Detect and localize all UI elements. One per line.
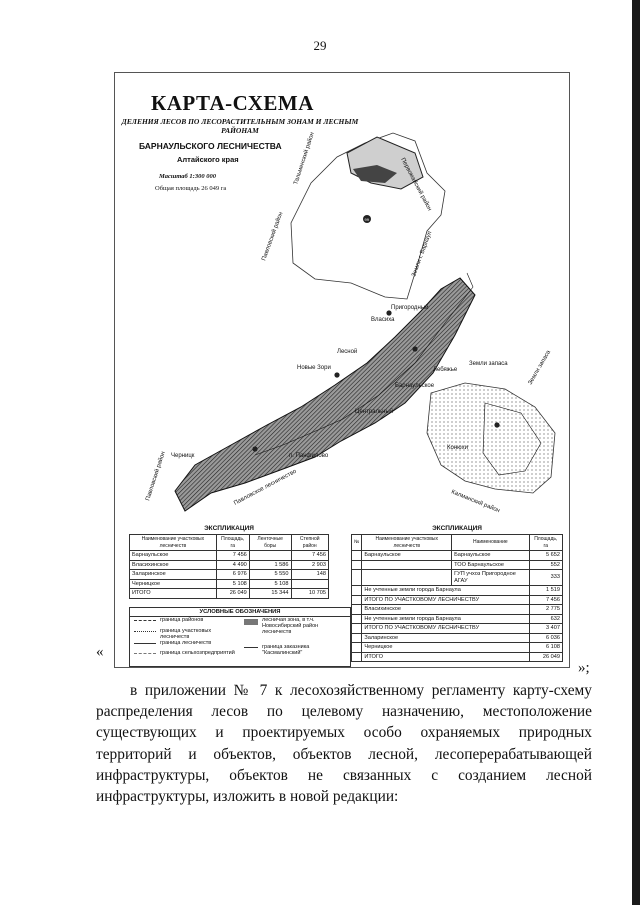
explication-right-table: № Наименование участковых лесничеств Наименование Площадь, га Барнаульское Барнаульское 5 652 ТОО Барнаульское 552 ГУП учхоз Пригородное АГАУ 333 Не учтенные земли города Барнаула 1 519 ИТОГО ПО УЧАСТКОВОМУ ЛЕСНИЧЕСТВУ 7 456 Власихинское 2 775 Не учтенные земли города Барнаула 632 ИТОГО ПО УЧАСТКОВОМУ ЛЕСНИЧЕСТВУ 3 407 Заларинское 6 036 Черницкое 6 108 ИТОГО 26 049 — [351, 534, 563, 662]
explication-right-caption: ЭКСПЛИКАЦИЯ — [432, 525, 482, 532]
label-kalmansky: Калманский район — [450, 489, 501, 515]
header-stepnoy: Степной район — [291, 535, 329, 551]
label-zemli-zapasa-2: Земли запаса — [527, 349, 553, 386]
map-region-sub: Алтайского края — [177, 155, 239, 164]
table-row: Не учтенные земли города Барнаула 1 519 — [352, 586, 563, 596]
svg-text:99: 99 — [364, 217, 369, 222]
label-talmensky: Тальменский район — [293, 131, 316, 186]
explication-right — [351, 525, 563, 662]
table-row: ИТОГО ПО УЧАСТКОВОМУ ЛЕСНИЧЕСТВУ 7 456 — [352, 595, 563, 605]
label-barnaulskoe: Барнаульское — [395, 383, 435, 389]
label-vlasikha: Власиха — [371, 317, 395, 323]
label-konyukhi: Конюхи — [447, 445, 468, 451]
map-total-area: Общая площадь 26 049 га — [155, 185, 227, 192]
table-row: Заларинское 6 976 5 550 148 — [130, 570, 329, 580]
quote-close: »; — [578, 660, 590, 676]
table-row: Черницкое 5 108 5 108 — [130, 579, 329, 589]
header-area: Площадь, га — [216, 535, 249, 551]
map-scale: Масштаб 1:300 000 — [159, 173, 216, 180]
label-lebyazhye: Лебяжье — [433, 367, 458, 373]
label-zemli-zapasa: Земли запаса — [469, 361, 508, 367]
legend-item: граница лесничеств — [160, 640, 212, 646]
map-subtitle: ДЕЛЕНИЯ ЛЕСОВ ПО ЛЕСОРАСТИТЕЛЬНЫМ ЗОНАМ И ЛЕСНЫМ РАЙОНАМ — [121, 117, 359, 135]
table-row: Барнаульское 7 456 7 456 — [130, 551, 329, 561]
map-region-title: БАРНАУЛЬСКОГО ЛЕСНИЧЕСТВА — [139, 141, 282, 151]
table-row-total: ИТОГО 26 049 — [352, 652, 563, 662]
legend-item: граница сельхозпредприятий — [160, 650, 235, 656]
label-prigorodny: Пригородный — [391, 305, 429, 311]
legend-item: граница районов — [160, 617, 204, 623]
table-row: Черницкое 6 108 — [352, 643, 563, 653]
legend-item: лесничая зона, в т.ч. Новосибирский район лесничеств — [262, 617, 319, 635]
table-row: Заларинское 6 036 — [352, 633, 563, 643]
table-row: Не учтенные земли города Барнаула 632 — [352, 614, 563, 624]
label-lesnoy: Лесной — [337, 349, 358, 355]
label-pavlovsky-2: Павловский район — [145, 450, 167, 502]
scan-edge — [632, 0, 640, 905]
map-title: КАРТА-СХЕМА — [151, 91, 314, 115]
label-pervomaysky: Первомайский район — [399, 157, 433, 212]
header-name: Наименование участковых лесничеств — [130, 535, 217, 551]
header-lentochnye: Ленточные боры — [249, 535, 291, 551]
map-scheme — [114, 72, 570, 668]
body-paragraph: в приложении № 7 к лесохозяйственному регламенту карту-схему распределения лесов по целевому назначению, местоположение существующих и проектируемых особо охраняемых природных территорий и объектов, объектов лесной, лесоперерабатывающей инфраструктуры, объектов не связанных с созданием лесной инфраструктуры, изложить в новой редакции: — [96, 682, 592, 806]
table-row: ГУП учхоз Пригородное АГАУ 333 — [352, 570, 563, 586]
legend-item: граница участковых лесничеств — [160, 628, 212, 640]
label-novye-zori: Новые Зори — [297, 365, 331, 371]
explication-left-table — [129, 534, 329, 599]
label-chernitsk: Черницк — [171, 453, 195, 459]
label-pavlovsky: Павловский район — [261, 211, 285, 262]
explication-left — [129, 525, 329, 599]
label-pavlovsky-lesnichestvo: Павловское лесничество — [233, 468, 298, 507]
page-number: 29 — [313, 38, 327, 53]
table-row-total: ИТОГО 26 049 15 344 10 705 — [130, 589, 329, 599]
table-row: Власихинское 2 775 — [352, 605, 563, 615]
legend-item: граница заказника "Касмалинский" — [262, 644, 310, 656]
quote-open: « — [96, 644, 104, 660]
table-row: Барнаульское Барнаульское 5 652 — [352, 551, 563, 561]
table-row: Власихинское 4 490 1 586 2 903 — [130, 560, 329, 570]
label-ponfilovo: п. Панфилово — [289, 453, 329, 459]
explication-left-caption: ЭКСПЛИКАЦИЯ — [204, 525, 254, 532]
label-central: Центральный — [355, 409, 394, 415]
table-row: ИТОГО ПО УЧАСТКОВОМУ ЛЕСНИЧЕСТВУ 3 407 — [352, 624, 563, 634]
label-zemli-barnaula: Земли г. Барнаул — [411, 230, 434, 278]
table-row: ТОО Барнаульское 552 — [352, 560, 563, 570]
legend — [129, 607, 351, 667]
legend-caption: УСЛОВНЫЕ ОБОЗНАЧЕНИЯ — [130, 608, 350, 617]
